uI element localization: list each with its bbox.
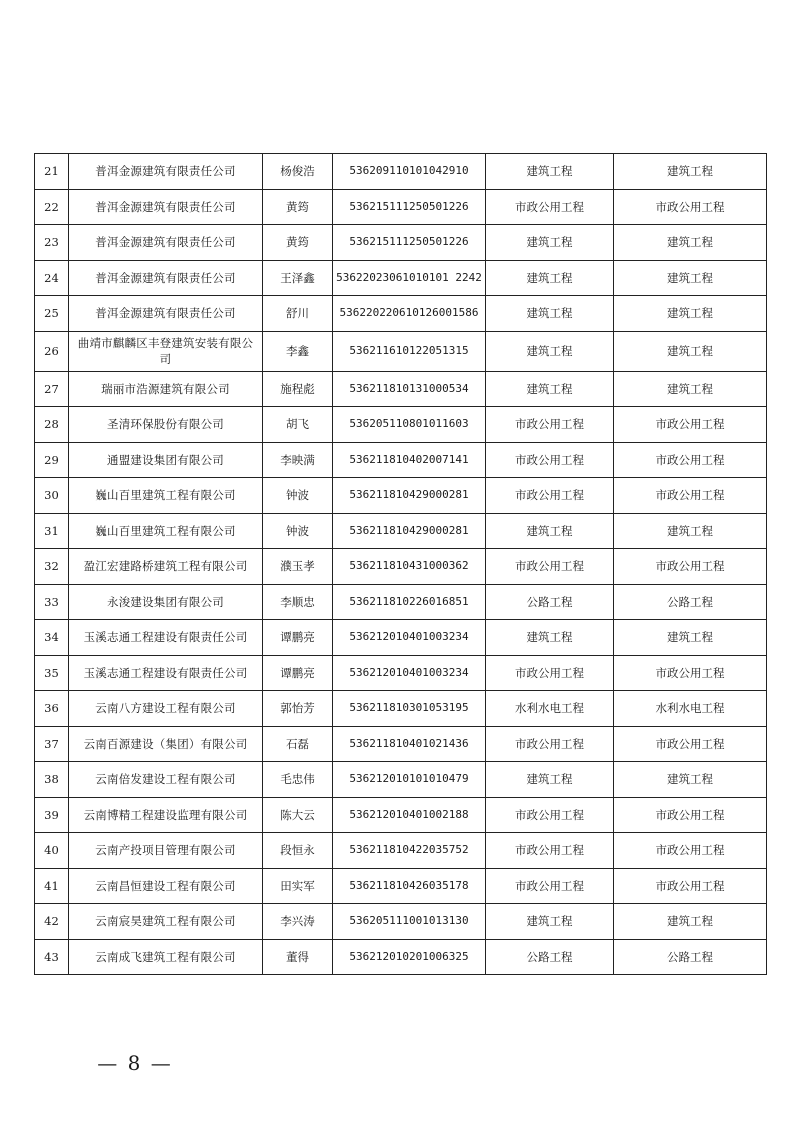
row-number-cell: 25 [35,296,69,332]
table-row [35,549,767,585]
scope-cell: 市政公用工程 [614,407,767,443]
scope-cell: 水利水电工程 [614,691,767,727]
person-name-cell: 钟波 [263,478,333,514]
person-name-cell: 陈大云 [263,797,333,833]
company-cell: 云南产投项目管理有限公司 [69,833,263,869]
certificate-number-cell: 536211810402007141 [333,442,486,478]
scope-cell: 市政公用工程 [614,189,767,225]
company-cell: 云南百源建设（集团）有限公司 [69,726,263,762]
company-cell: 云南成飞建筑工程有限公司 [69,939,263,975]
major-cell: 建筑工程 [486,620,614,656]
major-cell: 建筑工程 [486,225,614,261]
person-name-cell: 田实军 [263,868,333,904]
company-cell: 普洱金源建筑有限责任公司 [69,296,263,332]
person-name-cell: 李顺忠 [263,584,333,620]
major-cell: 市政公用工程 [486,549,614,585]
person-name-cell: 杨俊浩 [263,154,333,190]
person-name-cell: 石磊 [263,726,333,762]
table-row [35,939,767,975]
major-cell: 建筑工程 [486,513,614,549]
table-body [35,154,767,975]
company-cell: 云南八方建设工程有限公司 [69,691,263,727]
person-name-cell: 李鑫 [263,331,333,371]
table-row [35,620,767,656]
company-cell: 普洱金源建筑有限责任公司 [69,154,263,190]
scope-cell: 建筑工程 [614,260,767,296]
person-name-cell: 谭鹏亮 [263,620,333,656]
major-cell: 建筑工程 [486,260,614,296]
scope-cell: 建筑工程 [614,154,767,190]
major-cell: 建筑工程 [486,762,614,798]
certificate-number-cell: 536211810301053195 [333,691,486,727]
person-name-cell: 施程彪 [263,371,333,407]
row-number-cell: 34 [35,620,69,656]
table-row [35,189,767,225]
company-cell: 普洱金源建筑有限责任公司 [69,260,263,296]
row-number-cell: 38 [35,762,69,798]
scope-cell: 建筑工程 [614,371,767,407]
major-cell: 水利水电工程 [486,691,614,727]
scope-cell: 建筑工程 [614,904,767,940]
company-cell: 通盟建设集团有限公司 [69,442,263,478]
certificate-number-cell: 536205110801011603 [333,407,486,443]
certificate-number-cell: 536211810429000281 [333,478,486,514]
major-cell: 市政公用工程 [486,442,614,478]
company-cell: 巍山百里建筑工程有限公司 [69,513,263,549]
major-cell: 建筑工程 [486,331,614,371]
major-cell: 市政公用工程 [486,655,614,691]
certificate-number-cell: 536211810431000362 [333,549,486,585]
row-number-cell: 43 [35,939,69,975]
company-cell: 盈江宏建路桥建筑工程有限公司 [69,549,263,585]
major-cell: 公路工程 [486,939,614,975]
major-cell: 建筑工程 [486,154,614,190]
scope-cell: 市政公用工程 [614,797,767,833]
certificate-number-cell: 536211810401021436 [333,726,486,762]
major-cell: 建筑工程 [486,296,614,332]
major-cell: 市政公用工程 [486,726,614,762]
company-cell: 巍山百里建筑工程有限公司 [69,478,263,514]
person-name-cell: 钟波 [263,513,333,549]
certificate-number-cell: 536220220610126001586 [333,296,486,332]
row-number-cell: 33 [35,584,69,620]
table-row [35,371,767,407]
scope-cell: 市政公用工程 [614,726,767,762]
row-number-cell: 40 [35,833,69,869]
major-cell: 市政公用工程 [486,797,614,833]
row-number-cell: 35 [35,655,69,691]
scope-cell: 市政公用工程 [614,868,767,904]
table-row [35,655,767,691]
table-row [35,726,767,762]
certificate-number-cell: 536211810429000281 [333,513,486,549]
person-name-cell: 黄筠 [263,225,333,261]
row-number-cell: 39 [35,797,69,833]
table-row [35,296,767,332]
certificate-number-cell: 536212010401003234 [333,620,486,656]
company-cell: 云南昌恒建设工程有限公司 [69,868,263,904]
scope-cell: 市政公用工程 [614,478,767,514]
major-cell: 市政公用工程 [486,868,614,904]
person-name-cell: 濮玉孝 [263,549,333,585]
table-row [35,691,767,727]
row-number-cell: 30 [35,478,69,514]
row-number-cell: 29 [35,442,69,478]
major-cell: 市政公用工程 [486,407,614,443]
company-cell: 云南倍发建设工程有限公司 [69,762,263,798]
table-row [35,331,767,371]
scope-cell: 建筑工程 [614,513,767,549]
scope-cell: 市政公用工程 [614,442,767,478]
table-row [35,407,767,443]
row-number-cell: 31 [35,513,69,549]
major-cell: 市政公用工程 [486,833,614,869]
table-row [35,584,767,620]
major-cell: 市政公用工程 [486,478,614,514]
company-cell: 玉溪志通工程建设有限责任公司 [69,655,263,691]
certificate-number-cell: 53622023061010101 2242 [333,260,486,296]
certificate-number-cell: 536212010401002188 [333,797,486,833]
scope-cell: 市政公用工程 [614,655,767,691]
scope-cell: 建筑工程 [614,620,767,656]
certificate-number-cell: 536211810422035752 [333,833,486,869]
row-number-cell: 26 [35,331,69,371]
company-cell: 云南宸昊建筑工程有限公司 [69,904,263,940]
scope-cell: 市政公用工程 [614,833,767,869]
person-name-cell: 毛忠伟 [263,762,333,798]
certificate-number-cell: 536205111001013130 [333,904,486,940]
person-name-cell: 谭鹏亮 [263,655,333,691]
certificate-number-cell: 536209110101042910 [333,154,486,190]
company-cell: 瑞丽市浩源建筑有限公司 [69,371,263,407]
person-name-cell: 胡飞 [263,407,333,443]
table-row [35,797,767,833]
person-name-cell: 舒川 [263,296,333,332]
scope-cell: 公路工程 [614,939,767,975]
page-number: — 8 — [97,1051,173,1075]
row-number-cell: 32 [35,549,69,585]
certificate-number-cell: 536211810226016851 [333,584,486,620]
major-cell: 建筑工程 [486,371,614,407]
certificate-number-cell: 536211810426035178 [333,868,486,904]
person-name-cell: 李映满 [263,442,333,478]
row-number-cell: 23 [35,225,69,261]
row-number-cell: 28 [35,407,69,443]
table-row [35,225,767,261]
company-cell: 圣清环保股份有限公司 [69,407,263,443]
certificate-number-cell: 536212010101010479 [333,762,486,798]
scope-cell: 建筑工程 [614,296,767,332]
scope-cell: 建筑工程 [614,225,767,261]
certificate-number-cell: 536215111250501226 [333,189,486,225]
company-cell: 云南博精工程建设监理有限公司 [69,797,263,833]
scope-cell: 公路工程 [614,584,767,620]
row-number-cell: 37 [35,726,69,762]
person-name-cell: 黄筠 [263,189,333,225]
table-row [35,478,767,514]
table-row [35,833,767,869]
company-cell: 玉溪志通工程建设有限责任公司 [69,620,263,656]
certificate-number-cell: 536211810131000534 [333,371,486,407]
company-cell: 普洱金源建筑有限责任公司 [69,225,263,261]
certificate-number-cell: 536212010401003234 [333,655,486,691]
person-name-cell: 董得 [263,939,333,975]
person-name-cell: 郭怡芳 [263,691,333,727]
person-name-cell: 王泽鑫 [263,260,333,296]
table-row [35,260,767,296]
table-row [35,154,767,190]
table-row [35,513,767,549]
company-cell: 永浚建设集团有限公司 [69,584,263,620]
scope-cell: 建筑工程 [614,331,767,371]
row-number-cell: 36 [35,691,69,727]
row-number-cell: 24 [35,260,69,296]
company-cell: 曲靖市麒麟区丰登建筑安装有限公司 [69,331,263,371]
row-number-cell: 42 [35,904,69,940]
certificate-number-cell: 536211610122051315 [333,331,486,371]
company-cell: 普洱金源建筑有限责任公司 [69,189,263,225]
certificate-number-cell: 536212010201006325 [333,939,486,975]
table-row [35,868,767,904]
certificate-number-cell: 536215111250501226 [333,225,486,261]
table-row [35,442,767,478]
row-number-cell: 22 [35,189,69,225]
scope-cell: 建筑工程 [614,762,767,798]
person-name-cell: 李兴涛 [263,904,333,940]
table-row [35,762,767,798]
person-name-cell: 段恒永 [263,833,333,869]
major-cell: 市政公用工程 [486,189,614,225]
registration-table [34,153,767,975]
major-cell: 建筑工程 [486,904,614,940]
row-number-cell: 27 [35,371,69,407]
row-number-cell: 41 [35,868,69,904]
row-number-cell: 21 [35,154,69,190]
major-cell: 公路工程 [486,584,614,620]
scope-cell: 市政公用工程 [614,549,767,585]
table-row [35,904,767,940]
